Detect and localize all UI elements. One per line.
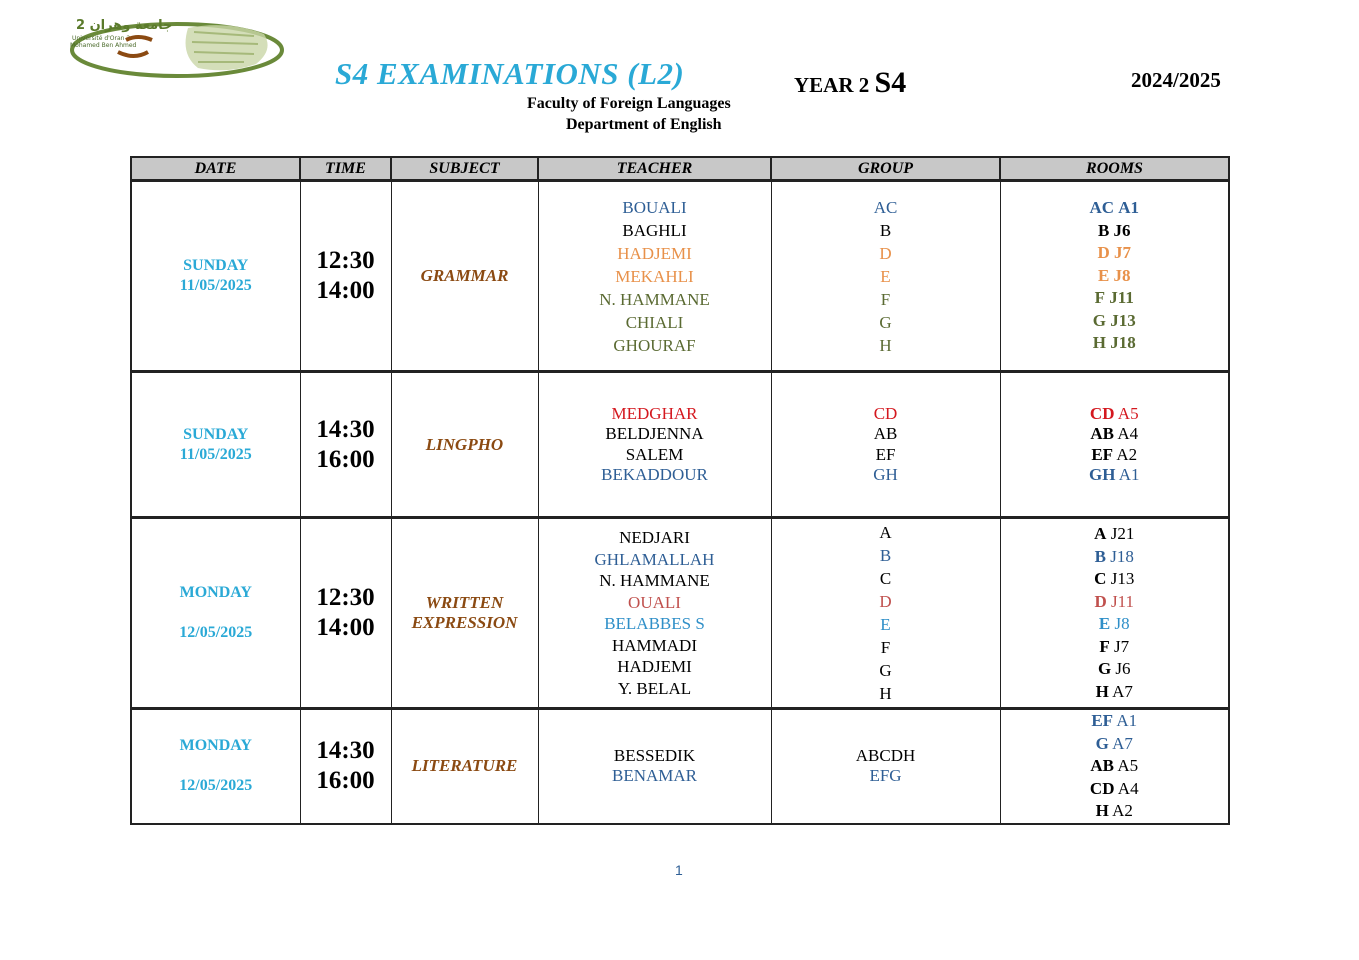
time-start: 12:30 bbox=[316, 247, 375, 274]
university-logo-icon bbox=[68, 14, 286, 80]
room-entry bbox=[1001, 613, 1229, 636]
room-group: D bbox=[1097, 243, 1110, 263]
subject-name: LINGPHO bbox=[425, 434, 504, 454]
room-entry bbox=[1001, 681, 1229, 704]
table-row bbox=[131, 709, 1229, 824]
room-group: G bbox=[1095, 733, 1109, 753]
subject-name: LITERATURE bbox=[411, 756, 518, 776]
subject-name: GRAMMAR bbox=[420, 266, 509, 285]
room-number: J18 bbox=[1110, 546, 1134, 566]
room-group: GH bbox=[1088, 465, 1116, 484]
header-rooms: ROOMS bbox=[1000, 157, 1229, 181]
time-start: 14:30 bbox=[316, 737, 375, 765]
room-group: E bbox=[1098, 614, 1111, 633]
room-entry bbox=[1001, 332, 1229, 355]
room-group: G bbox=[1092, 310, 1106, 330]
date-cell bbox=[131, 181, 300, 372]
group-name: EFG bbox=[869, 766, 902, 786]
subject-cell bbox=[391, 709, 538, 824]
teacher-cell bbox=[538, 518, 771, 709]
group-name: E bbox=[880, 615, 891, 634]
academic-year: 2024/2025 bbox=[1131, 68, 1221, 92]
group-name: EF bbox=[875, 444, 896, 464]
room-entry bbox=[1001, 733, 1229, 756]
teacher-cell bbox=[538, 709, 771, 824]
subject-cell bbox=[391, 372, 538, 518]
room-group: H bbox=[1092, 333, 1106, 353]
svg-text:جامعة وهران 2: جامعة وهران 2 bbox=[76, 18, 173, 33]
room-entry bbox=[1001, 636, 1229, 659]
room-number: J6 bbox=[1115, 659, 1131, 678]
day-name: SUNDAY bbox=[183, 257, 249, 274]
teacher-cell bbox=[538, 181, 771, 372]
room-number: A1 bbox=[1118, 198, 1140, 218]
rooms-cell bbox=[1000, 518, 1229, 709]
time-cell bbox=[300, 518, 391, 709]
room-entry bbox=[1001, 404, 1229, 425]
room-entry bbox=[1001, 310, 1229, 333]
teacher-name: BESSEDIK bbox=[613, 745, 696, 765]
subject-name-line2: EXPRESSION bbox=[411, 613, 518, 632]
group-name: AC bbox=[873, 197, 898, 217]
group-name: F bbox=[880, 638, 891, 657]
teacher-name: SALEM bbox=[625, 444, 684, 464]
year-text: YEAR 2 bbox=[794, 73, 870, 97]
room-entry bbox=[1001, 546, 1229, 569]
subject-cell bbox=[391, 181, 538, 372]
group-name: B bbox=[879, 220, 892, 240]
room-number: J8 bbox=[1114, 614, 1130, 633]
exam-title: S4 EXAMINATIONS (L2) bbox=[335, 56, 685, 91]
teacher-name: NEDJARI bbox=[619, 528, 690, 547]
year-label bbox=[794, 66, 906, 100]
teacher-name: MEDGHAR bbox=[611, 403, 698, 423]
group-name: AB bbox=[873, 424, 898, 443]
room-number: A4 bbox=[1117, 424, 1139, 443]
room-entry bbox=[1001, 424, 1229, 445]
room-entry bbox=[1001, 778, 1229, 801]
group-name: B bbox=[879, 546, 892, 565]
room-entry bbox=[1001, 220, 1229, 243]
date-value: 11/05/2025 bbox=[179, 445, 252, 463]
group-name: D bbox=[879, 243, 892, 263]
teacher-name: BOUALI bbox=[622, 197, 687, 217]
room-number: J8 bbox=[1113, 265, 1131, 285]
header-subject: SUBJECT bbox=[391, 157, 538, 181]
subject-cell bbox=[391, 518, 538, 709]
time-cell bbox=[300, 709, 391, 824]
teacher-name: CHIALI bbox=[625, 312, 684, 332]
teacher-name: BELDJENNA bbox=[605, 424, 704, 443]
table-row bbox=[131, 372, 1229, 518]
time-end: 16:00 bbox=[316, 445, 375, 473]
room-group: AB bbox=[1090, 424, 1115, 443]
teacher-cell bbox=[538, 372, 771, 518]
room-group: C bbox=[1094, 569, 1107, 588]
rooms-cell bbox=[1000, 709, 1229, 824]
time-end: 14:00 bbox=[316, 614, 375, 641]
room-entry bbox=[1001, 465, 1229, 486]
room-group: H bbox=[1095, 681, 1109, 701]
group-cell bbox=[771, 181, 1000, 372]
room-entry bbox=[1001, 523, 1229, 546]
faculty-name: Faculty of Foreign Languages bbox=[527, 95, 731, 112]
header-group: GROUP bbox=[771, 157, 1000, 181]
room-number: A4 bbox=[1117, 778, 1139, 798]
room-group: B bbox=[1097, 220, 1110, 240]
room-entry bbox=[1001, 287, 1229, 310]
group-name: G bbox=[879, 661, 892, 680]
group-name: CD bbox=[873, 403, 898, 423]
room-entry bbox=[1001, 755, 1229, 778]
room-group: EF bbox=[1091, 711, 1114, 730]
room-number: A5 bbox=[1117, 756, 1139, 775]
header-teacher: TEACHER bbox=[538, 157, 771, 181]
group-name: C bbox=[879, 569, 892, 588]
room-entry bbox=[1001, 265, 1229, 288]
room-group: E bbox=[1097, 265, 1110, 285]
time-start: 12:30 bbox=[316, 584, 375, 611]
room-number: A2 bbox=[1116, 444, 1138, 464]
time-end: 16:00 bbox=[316, 767, 375, 795]
semester-label: S4 bbox=[874, 66, 907, 99]
teacher-name: BELABBES S bbox=[604, 614, 705, 633]
room-group: CD bbox=[1089, 778, 1115, 798]
group-name: H bbox=[879, 335, 892, 355]
group-cell bbox=[771, 372, 1000, 518]
room-entry bbox=[1001, 445, 1229, 466]
room-group: AC bbox=[1089, 198, 1115, 218]
teacher-name: HAMMADI bbox=[612, 635, 697, 655]
date-value: 12/05/2025 bbox=[179, 624, 253, 641]
time-end: 14:00 bbox=[316, 277, 375, 304]
room-group: CD bbox=[1089, 403, 1115, 423]
room-number: A2 bbox=[1112, 801, 1133, 820]
university-logo bbox=[68, 14, 286, 80]
subject-name-line1: WRITTEN bbox=[425, 593, 504, 612]
room-number: A5 bbox=[1117, 403, 1139, 423]
room-number: J11 bbox=[1111, 591, 1135, 611]
room-group: D bbox=[1094, 591, 1107, 611]
room-entry bbox=[1001, 197, 1229, 220]
time-cell bbox=[300, 372, 391, 518]
header-date: DATE bbox=[131, 157, 300, 181]
group-name: A bbox=[879, 523, 892, 542]
teacher-name: Y. BELAL bbox=[617, 678, 692, 698]
room-entry bbox=[1001, 242, 1229, 265]
group-name: ABCDH bbox=[855, 745, 916, 765]
group-cell bbox=[771, 709, 1000, 824]
room-group: A bbox=[1094, 524, 1107, 543]
header-time: TIME bbox=[300, 157, 391, 181]
table-row bbox=[131, 518, 1229, 709]
svg-text:Université d'Oran 2: Université d'Oran 2 bbox=[72, 35, 131, 42]
room-number: J7 bbox=[1114, 636, 1130, 656]
room-number: A1 bbox=[1116, 711, 1138, 730]
room-number: A1 bbox=[1118, 465, 1140, 484]
teacher-name: HADJEMI bbox=[617, 243, 692, 263]
rooms-cell bbox=[1000, 372, 1229, 518]
date-cell bbox=[131, 372, 300, 518]
group-name: E bbox=[880, 266, 891, 286]
room-entry bbox=[1001, 591, 1229, 614]
group-name: G bbox=[879, 312, 892, 332]
teacher-name: GHOURAF bbox=[613, 335, 696, 355]
table-row bbox=[131, 181, 1229, 372]
group-name: H bbox=[879, 684, 892, 703]
teacher-name: BAGHLI bbox=[622, 220, 687, 240]
room-group: EF bbox=[1091, 444, 1114, 464]
room-number: J18 bbox=[1110, 333, 1136, 353]
teacher-name: GHLAMALLAH bbox=[594, 549, 715, 569]
exam-schedule-table bbox=[130, 156, 1230, 825]
table-header-row bbox=[131, 157, 1229, 181]
day-name: MONDAY bbox=[179, 584, 252, 601]
room-number: A7 bbox=[1112, 733, 1133, 753]
room-number: A7 bbox=[1112, 681, 1133, 701]
group-cell bbox=[771, 518, 1000, 709]
day-name: SUNDAY bbox=[183, 425, 249, 443]
room-number: J13 bbox=[1110, 310, 1136, 330]
room-entry bbox=[1001, 568, 1229, 591]
room-number: J7 bbox=[1114, 243, 1132, 263]
room-group: F bbox=[1099, 636, 1110, 656]
room-entry bbox=[1001, 710, 1229, 733]
room-entry bbox=[1001, 658, 1229, 681]
day-name: MONDAY bbox=[179, 737, 252, 755]
page-number: 1 bbox=[675, 862, 683, 878]
group-name: GH bbox=[873, 465, 898, 484]
room-group: AB bbox=[1090, 756, 1115, 775]
room-entry bbox=[1001, 800, 1229, 823]
room-group: F bbox=[1094, 288, 1106, 308]
date-value: 12/05/2025 bbox=[179, 777, 253, 795]
teacher-name: BEKADDOUR bbox=[601, 465, 708, 484]
room-number: J13 bbox=[1110, 569, 1135, 588]
teacher-name: MEKAHLI bbox=[615, 266, 694, 286]
time-start: 14:30 bbox=[316, 415, 375, 443]
group-name: D bbox=[879, 592, 892, 611]
rooms-cell bbox=[1000, 181, 1229, 372]
svg-text:Mohamed Ben Ahmed: Mohamed Ben Ahmed bbox=[70, 42, 137, 49]
department-name: Department of English bbox=[566, 116, 722, 133]
group-name: F bbox=[880, 289, 891, 309]
room-number: J21 bbox=[1110, 524, 1135, 543]
room-number: J11 bbox=[1109, 288, 1134, 308]
teacher-name: BENAMAR bbox=[611, 766, 697, 786]
teacher-name: N. HAMMANE bbox=[599, 289, 710, 309]
time-cell bbox=[300, 181, 391, 372]
teacher-name: HADJEMI bbox=[617, 657, 692, 676]
room-group: B bbox=[1094, 546, 1106, 566]
room-number: J6 bbox=[1113, 220, 1131, 240]
teacher-name: N. HAMMANE bbox=[599, 571, 710, 590]
room-group: G bbox=[1097, 659, 1112, 678]
date-cell bbox=[131, 709, 300, 824]
date-value: 11/05/2025 bbox=[179, 277, 252, 294]
date-cell bbox=[131, 518, 300, 709]
teacher-name: OUALI bbox=[628, 592, 681, 612]
room-group: H bbox=[1095, 801, 1109, 820]
